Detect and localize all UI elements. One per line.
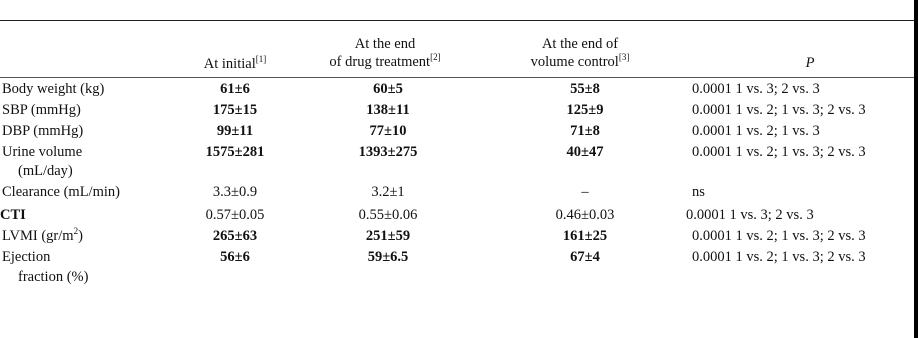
- cell-cti-volume: 0.46±0.03: [555, 207, 615, 223]
- cell-lvmi-drug: 251±59: [365, 228, 411, 244]
- cell-sbp-drug: 138±11: [366, 102, 410, 118]
- cell-lvmi-initial: 265±63: [212, 228, 258, 244]
- row-label-clearance: Clearance (mL/min): [2, 184, 120, 200]
- cell-lvmi-volume: 161±25: [562, 228, 608, 244]
- cell-cti-p: 0.0001 1 vs. 3; 2 vs. 3: [686, 207, 814, 223]
- cell-ejection-volume: 67±4: [570, 249, 600, 265]
- row-label-lvmi: LVMI $(gr/m^2)$: [2, 226, 83, 244]
- row-label-urine-volume: Urine volume: [2, 144, 83, 160]
- header-at-initial: At initial[1]: [203, 54, 267, 72]
- cell-sbp-volume: 125±9: [566, 102, 604, 118]
- header-end-drug-treatment: At the end of drug treatment[2]: [329, 36, 441, 70]
- cell-urine-p: 0.0001 1 vs. 2; 1 vs. 3; 2 vs. 3: [692, 144, 866, 160]
- cell-dbp-p: 0.0001 1 vs. 2; 1 vs. 3: [692, 123, 820, 139]
- right-edge-bar: [914, 0, 918, 338]
- cell-dbp-volume: 71±8: [570, 123, 600, 139]
- cell-clearance-p: ns: [692, 184, 705, 200]
- cell-dbp-drug: 77±10: [369, 123, 407, 139]
- cell-sbp-initial: 175±15: [212, 102, 258, 118]
- cell-lvmi-p: 0.0001 1 vs. 2; 1 vs. 3; 2 vs. 3: [692, 228, 866, 244]
- cell-dbp-initial: 99±11: [216, 123, 254, 139]
- row-label-ejection: Ejection: [2, 249, 51, 265]
- cell-body-weight-volume: 55±8: [570, 81, 600, 97]
- cell-urine-initial: 1575±281: [205, 144, 265, 160]
- cell-body-weight-p: 0.0001 1 vs. 3; 2 vs. 3: [692, 81, 820, 97]
- row-label-sbp: SBP (mmHg): [2, 102, 81, 118]
- cell-urine-drug: 1393±275: [358, 144, 418, 160]
- row-label-urine-volume-unit: (mL/day): [18, 163, 73, 179]
- cell-body-weight-initial: 61±6: [220, 81, 250, 97]
- cell-body-weight-drug: 60±5: [373, 81, 403, 97]
- table-top-rule: [0, 20, 914, 21]
- cell-urine-volume: 40±47: [566, 144, 604, 160]
- cell-ejection-drug: 59±6.5: [367, 249, 409, 265]
- row-label-body-weight: Body weight (kg): [2, 81, 105, 97]
- cell-clearance-initial: 3.3±0.9: [212, 184, 258, 200]
- cell-sbp-p: 0.0001 1 vs. 2; 1 vs. 3; 2 vs. 3: [692, 102, 866, 118]
- cell-ejection-initial: 56±6: [220, 249, 250, 265]
- row-label-cti: CTI: [0, 207, 26, 223]
- header-end-volume-control: At the end of volume control[3]: [530, 36, 630, 70]
- cell-ejection-p: 0.0001 1 vs. 2; 1 vs. 3; 2 vs. 3: [692, 249, 866, 265]
- row-label-ejection-fraction: fraction (%): [18, 269, 89, 285]
- cell-cti-initial: 0.57±0.05: [205, 207, 265, 223]
- cell-clearance-drug: 3.2±1: [371, 184, 405, 200]
- table-header-rule: [0, 77, 914, 78]
- header-p-value: P: [805, 55, 815, 71]
- cell-clearance-volume: –: [581, 184, 589, 200]
- row-label-dbp: DBP (mmHg): [2, 123, 84, 139]
- cell-cti-drug: 0.55±0.06: [358, 207, 418, 223]
